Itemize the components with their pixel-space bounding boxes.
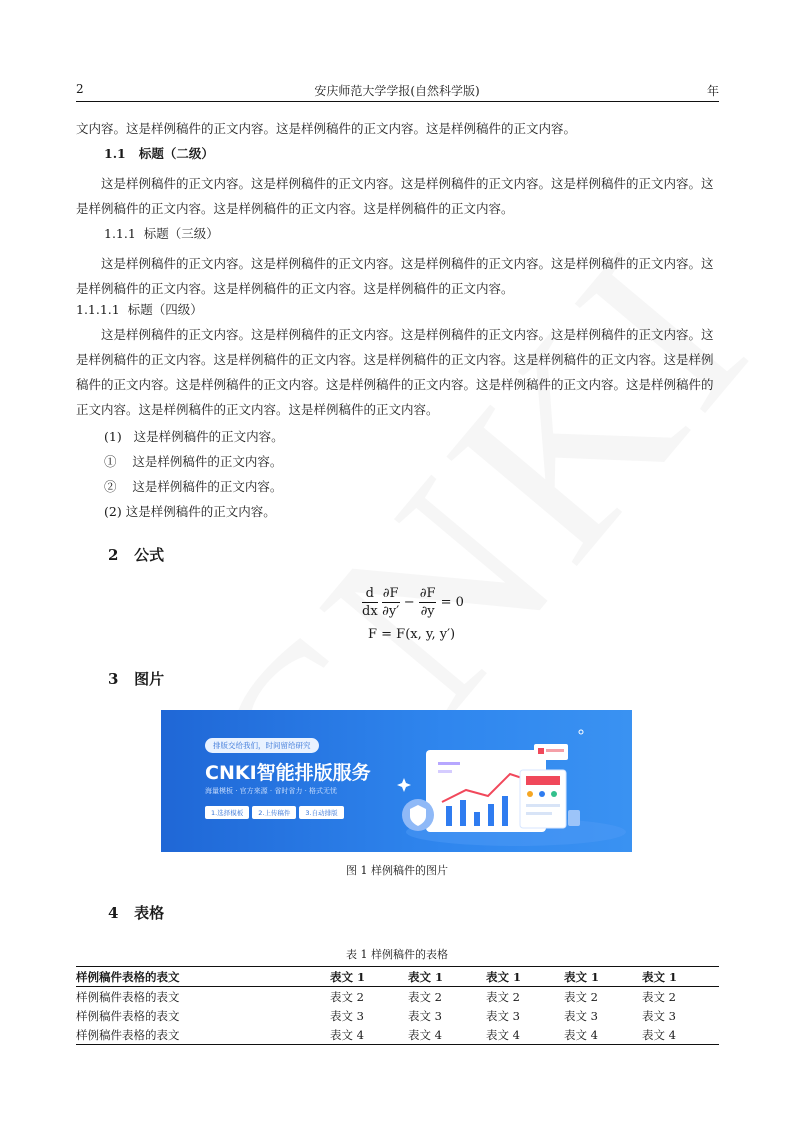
table-header-cell: 表文 1: [408, 969, 444, 984]
list-text: 这是样例稿件的正文内容。: [133, 429, 284, 444]
section-number: 4: [108, 904, 119, 922]
table-cell: 表文 4: [642, 1027, 676, 1042]
table-cell: 表文 4: [408, 1027, 442, 1042]
journal-title: 安庆师范大学学报(自然科学版): [314, 84, 480, 98]
formula-dy: ∂y: [420, 604, 435, 619]
table-cell: 表文 3: [330, 1008, 364, 1023]
formula-dF2: ∂F: [419, 586, 436, 601]
section-number: 2: [108, 546, 119, 564]
carry-over-line: 文内容。这是样例稿件的正文内容。这是样例稿件的正文内容。这是样例稿件的正文内容。: [76, 121, 577, 136]
table-cell: 表文 4: [486, 1027, 520, 1042]
formula-d: d: [362, 585, 378, 603]
heading-1-1: [104, 141, 747, 166]
list-marker: ②: [104, 479, 117, 494]
table-cell: 样例稿件表格的表文: [76, 1027, 180, 1042]
table-header-cell: 表文 1: [564, 969, 600, 984]
figure-banner: [161, 710, 632, 852]
section-title: 图片: [134, 670, 165, 688]
heading-number: 1.1.1: [104, 226, 136, 241]
table-header-cell: 样例稿件表格的表文: [76, 969, 180, 984]
banner-title: CNKI智能排版服务: [205, 762, 371, 784]
year-label: 年: [707, 84, 720, 98]
banner-step: 3.自动排版: [299, 806, 343, 819]
table-cell: 表文 2: [408, 989, 442, 1004]
section-3-heading: [108, 668, 164, 689]
table-cell: 表文 2: [642, 989, 676, 1004]
formula-dx: dx: [362, 604, 378, 619]
list-item: [104, 424, 747, 449]
section-title: 公式: [134, 546, 165, 564]
heading-number: 1.1.1.1: [76, 302, 120, 317]
list-item: [104, 499, 747, 524]
formula-minus: −: [403, 595, 415, 610]
table-cell: 表文 4: [564, 1027, 598, 1042]
header-rule: [76, 101, 719, 102]
list-item: [104, 449, 747, 474]
formula-dF: ∂F: [382, 586, 399, 601]
table-cell: 表文 2: [486, 989, 520, 1004]
list-marker: (1): [104, 429, 122, 444]
table-cell: 表文 2: [330, 989, 364, 1004]
formula-dyp: ∂y′: [382, 604, 400, 619]
section-title: 表格: [134, 904, 165, 922]
paragraph-3: 这是样例稿件的正文内容。这是样例稿件的正文内容。这是样例稿件的正文内容。这是样例稿件的正文内容。这是样例稿件的正文内容。这是样例稿件的正文内容。这是样例稿件的正文内容。这是样例稿件的正文内容。这是样例稿件的正文内容。这是样例稿件的正文内容。这是样例稿件的正文内容。这是样例稿件的正文内容。这是样例稿件的正文内容。这是样例稿件的正文内容。这是样例稿件的正文内容。: [76, 327, 714, 417]
figure-caption: 图 1 样例稿件的图片: [346, 864, 448, 877]
section-number: 3: [108, 670, 119, 688]
table-header-cell: 表文 1: [486, 969, 522, 984]
formula-rhs: = 0: [440, 595, 464, 610]
heading-number: 1.1: [104, 146, 126, 161]
table-cell: 样例稿件表格的表文: [76, 1008, 180, 1023]
dashboard-illustration: [396, 720, 626, 848]
table-cell: 表文 4: [330, 1027, 364, 1042]
table-caption: 表 1 样例稿件的表格: [346, 948, 448, 961]
heading-1-1-1: [104, 221, 747, 246]
table-header-cell: 表文 1: [330, 969, 366, 984]
formula-2: F = F(x, y, y′): [368, 627, 456, 642]
table-cell: 表文 3: [642, 1008, 676, 1023]
banner-tags: 海量模板 · 官方来源 · 省时省力 · 格式无忧: [205, 787, 338, 795]
banner-steps: [205, 806, 344, 819]
list-marker: ①: [104, 454, 117, 469]
table-cell: 表文 3: [564, 1008, 598, 1023]
paragraph-2: 这是样例稿件的正文内容。这是样例稿件的正文内容。这是样例稿件的正文内容。这是样例稿件的正文内容。这是样例稿件的正文内容。这是样例稿件的正文内容。这是样例稿件的正文内容。: [76, 256, 714, 296]
page-number: 2: [76, 82, 84, 96]
list-marker: (2): [104, 504, 122, 519]
list-text: 这是样例稿件的正文内容。: [132, 479, 283, 494]
heading-title: 标题（二级）: [138, 146, 214, 161]
table-row: [76, 987, 719, 1007]
list-text: 这是样例稿件的正文内容。: [125, 504, 276, 519]
section-2-heading: [108, 544, 164, 565]
heading-title: 标题（三级）: [143, 226, 219, 241]
table-row: [76, 1006, 719, 1025]
section-4-heading: [108, 902, 164, 923]
paragraph-1: 这是样例稿件的正文内容。这是样例稿件的正文内容。这是样例稿件的正文内容。这是样例稿件的正文内容。这是样例稿件的正文内容。这是样例稿件的正文内容。这是样例稿件的正文内容。: [76, 176, 714, 216]
table-row: [76, 1025, 719, 1045]
list-text: 这是样例稿件的正文内容。: [132, 454, 283, 469]
banner-pill: 排版交给我们，时间留给研究: [205, 738, 319, 753]
table-cell: 样例稿件表格的表文: [76, 989, 180, 1004]
heading-1-1-1-1: [76, 297, 719, 322]
table-cell: 表文 3: [486, 1008, 520, 1023]
table-cell: 表文 3: [408, 1008, 442, 1023]
table-cell: 表文 2: [564, 989, 598, 1004]
table-header-cell: 表文 1: [642, 969, 678, 984]
banner-step: 1.选择模板: [205, 806, 249, 819]
table-header-row: [76, 967, 719, 987]
list-item: [104, 474, 747, 499]
banner-step: 2.上传稿件: [252, 806, 296, 819]
heading-title: 标题（四级）: [127, 302, 203, 317]
formula-1: [362, 585, 464, 620]
data-table: [76, 966, 719, 1045]
